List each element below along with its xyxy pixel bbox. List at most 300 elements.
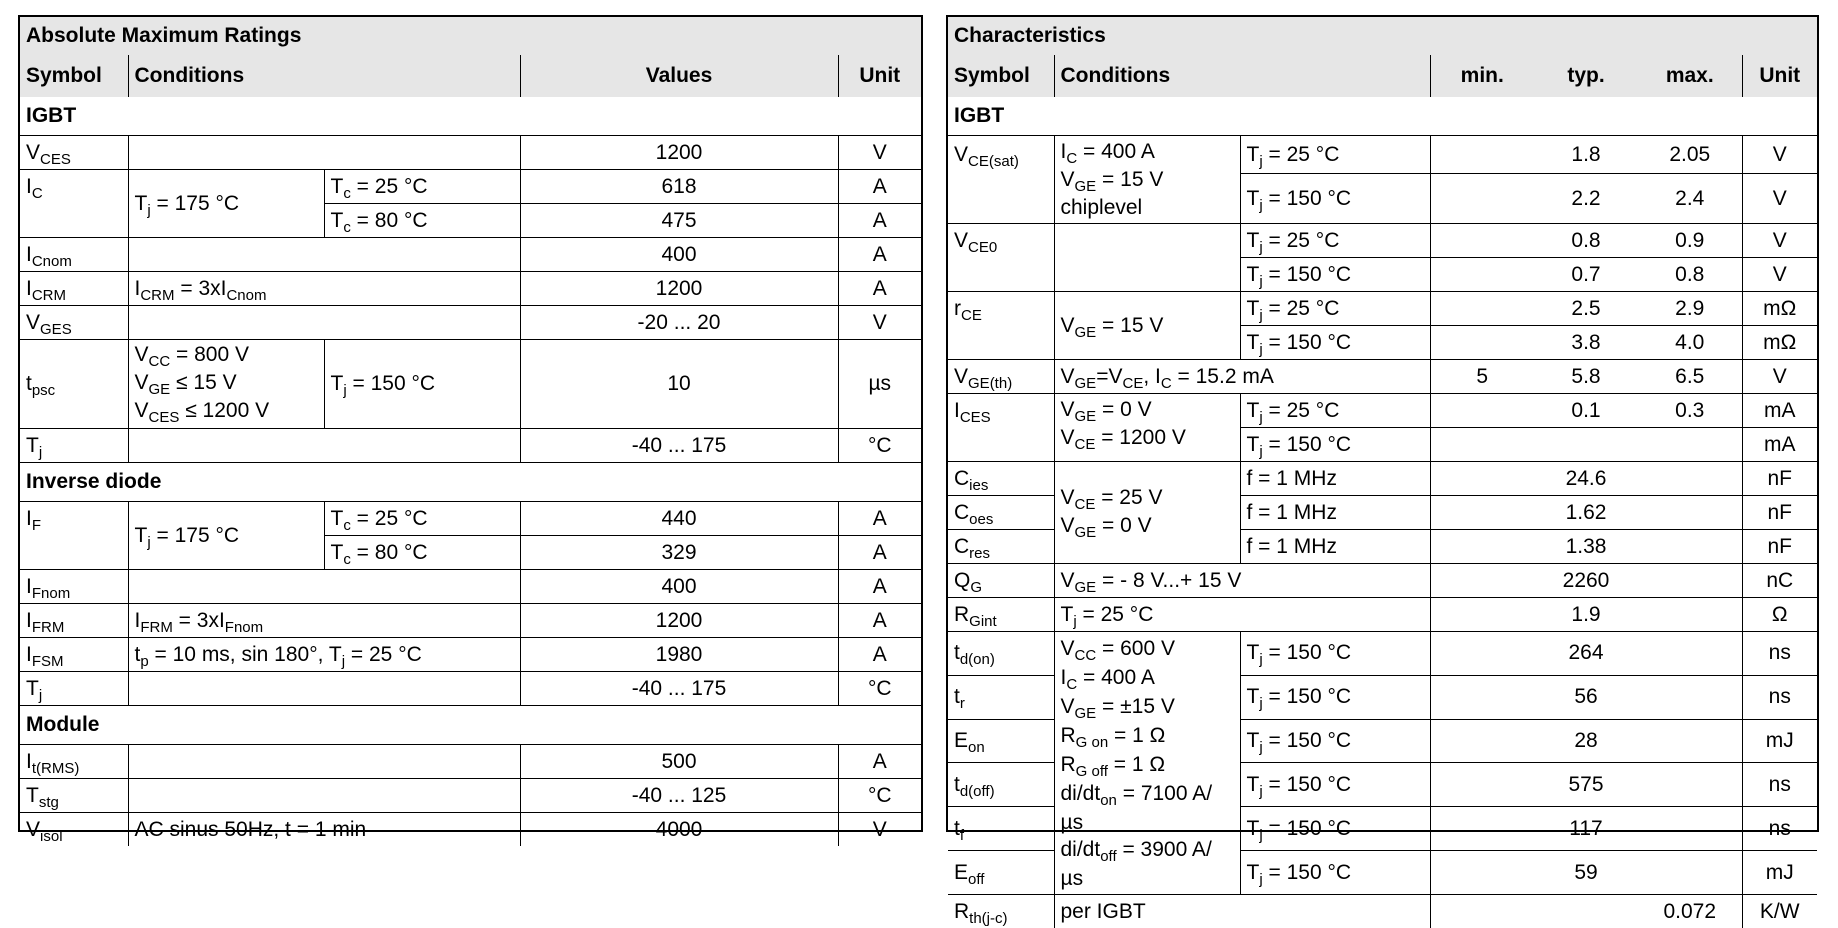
cell-text: I: [26, 277, 32, 300]
cell-text: R: [954, 603, 969, 626]
table-cell: [20, 306, 128, 340]
table-cell: [1054, 462, 1240, 564]
table-cell: [948, 136, 1054, 174]
table-cell: -40 ... 125: [520, 779, 838, 813]
table-cell: [1638, 851, 1742, 895]
cell-line: [135, 370, 318, 398]
subscript-text: j: [147, 202, 150, 219]
cell-text: T: [1247, 729, 1260, 752]
table-cell: 0.7: [1534, 258, 1638, 292]
cell-text: = 400 A: [1077, 666, 1155, 689]
cell-text: t: [954, 773, 960, 796]
table-cell: [948, 326, 1054, 360]
table-cell: [324, 204, 520, 238]
cell-text: = 800 V: [170, 343, 249, 366]
table-cell: [948, 174, 1054, 224]
subscript-text: j: [147, 534, 150, 551]
table-cell: 1200: [520, 604, 838, 638]
cell-line: [1061, 513, 1234, 541]
cell-text: = 175 °C: [151, 192, 239, 215]
table-cell: 575: [1534, 763, 1638, 807]
subscript-text: CE: [961, 307, 982, 324]
table-cell: 475: [520, 204, 838, 238]
table-cell: [20, 136, 128, 170]
subscript-text: j: [342, 653, 345, 670]
table-cell: °C: [838, 672, 921, 706]
table-cell: [1430, 462, 1534, 496]
table-cell: [20, 238, 128, 272]
table-cell: [20, 429, 128, 463]
table-cell: V: [838, 136, 921, 170]
subscript-text: GE: [1075, 178, 1097, 195]
table-cell: -40 ... 175: [520, 672, 838, 706]
cell-text: T: [1247, 331, 1260, 354]
table-cell: [1430, 258, 1534, 292]
table-row: [20, 170, 921, 204]
cell-text: di/dt: [1061, 838, 1101, 861]
table-cell: [1240, 174, 1430, 224]
table-cell: [948, 428, 1054, 462]
table-cell: °C: [838, 779, 921, 813]
subscript-text: th(j-c): [969, 910, 1007, 927]
cell-text: T: [26, 434, 39, 457]
cell-text: = 3xI: [173, 609, 225, 632]
subscript-text: CE: [1122, 375, 1143, 392]
subscript-text: j: [1259, 871, 1262, 888]
table-cell: 0.3: [1638, 394, 1742, 428]
table-cell: [1430, 326, 1534, 360]
subscript-text: t(RMS): [32, 760, 80, 777]
subscript-text: j: [39, 444, 42, 461]
table-cell: [1430, 675, 1534, 719]
table-cell: [1638, 564, 1742, 598]
table-cell: [1240, 807, 1430, 851]
cell-text: V: [26, 141, 40, 164]
subscript-text: j: [1259, 827, 1262, 844]
cell-line: [1061, 664, 1234, 693]
subscript-text: p: [140, 653, 148, 670]
table-cell: 117: [1534, 807, 1638, 851]
cell-text: = 150 °C: [1263, 263, 1351, 286]
cell-text: T: [1247, 263, 1260, 286]
cell-text: C: [954, 467, 969, 490]
subscript-text: off: [1100, 848, 1116, 865]
table-row: [20, 502, 921, 536]
subscript-text: CES: [960, 409, 991, 426]
table-cell: [948, 292, 1054, 326]
subscript-text: j: [1259, 651, 1262, 668]
subscript-text: Fnom: [32, 585, 70, 602]
subscript-text: c: [343, 219, 351, 236]
table-cell: 2.2: [1534, 174, 1638, 224]
table-cell: nC: [1742, 564, 1817, 598]
cell-text: T: [331, 209, 344, 232]
table-cell: [1240, 428, 1430, 462]
table-cell: A: [838, 604, 921, 638]
table-cell: f = 1 MHz: [1240, 530, 1430, 564]
table-cell: V: [1742, 174, 1817, 224]
subscript-text: CC: [149, 353, 171, 370]
cell-text: = 25 °C: [1263, 229, 1340, 252]
cell-text: I: [26, 609, 32, 632]
header-unit: Unit: [838, 55, 921, 97]
subscript-text: j: [1259, 273, 1262, 290]
table-cell: °C: [838, 429, 921, 463]
table-cell: [1638, 675, 1742, 719]
table-cell: 0.072: [1638, 895, 1742, 928]
table-cell: [20, 779, 128, 813]
table-cell: 618: [520, 170, 838, 204]
subscript-text: GE: [1075, 524, 1097, 541]
table-cell: [1054, 360, 1430, 394]
table-cell: [1054, 136, 1240, 224]
table-cell: [20, 672, 128, 706]
cell-text: I: [26, 643, 32, 666]
subscript-text: j: [1259, 409, 1262, 426]
subscript-text: F: [32, 517, 41, 534]
table-cell: [1240, 675, 1430, 719]
section-module: Module: [20, 706, 921, 745]
table-cell: [20, 536, 128, 570]
cell-text: I: [135, 277, 141, 300]
table-cell: [324, 536, 520, 570]
cell-text: = 600 V: [1096, 637, 1175, 660]
cell-text: = 150 °C: [347, 372, 435, 395]
cell-text: T: [331, 372, 344, 395]
table-cell: nF: [1742, 462, 1817, 496]
cell-text: V: [26, 311, 40, 334]
table-cell: A: [838, 745, 921, 779]
table-cell: [128, 672, 520, 706]
table-cell: 1980: [520, 638, 838, 672]
table-cell: [1240, 224, 1430, 258]
cell-text: V: [1061, 168, 1075, 191]
cell-text: R: [1061, 724, 1076, 747]
table-cell: 1.62: [1534, 496, 1638, 530]
table-cell: [1054, 564, 1430, 598]
cell-text: = 1200 V: [1095, 426, 1186, 449]
header-max: max.: [1638, 55, 1742, 97]
table-cell: -20 ... 20: [520, 306, 838, 340]
table-cell: [128, 170, 324, 238]
cell-text: V: [1061, 398, 1075, 421]
cell-line: [1061, 693, 1234, 722]
cell-text: T: [1247, 433, 1260, 456]
subscript-text: r: [960, 695, 965, 712]
table-row: [948, 598, 1817, 632]
subscript-text: GE: [1075, 375, 1097, 392]
cell-text: V: [954, 365, 968, 388]
table-cell: V: [1742, 136, 1817, 174]
table-row: [20, 813, 921, 847]
cell-text: = 150 °C: [1263, 331, 1351, 354]
cell-text: I: [954, 399, 960, 422]
cell-text: T: [1247, 399, 1260, 422]
table-cell: [1638, 807, 1742, 851]
cell-text: T: [1247, 143, 1260, 166]
table-cell: [1430, 851, 1534, 895]
table-cell: [1430, 564, 1534, 598]
table-cell: [1638, 763, 1742, 807]
cell-text: , I: [1143, 365, 1161, 388]
table-cell: [948, 598, 1054, 632]
table-cell: ns: [1742, 763, 1817, 807]
table-cell: [1638, 632, 1742, 676]
table-cell: [324, 502, 520, 536]
table-cell: [1430, 807, 1534, 851]
cell-line: [135, 398, 318, 426]
table-cell: [1430, 895, 1534, 928]
table-cell: A: [838, 170, 921, 204]
section-igbt: IGBT: [948, 97, 1817, 136]
table-cell: 5: [1430, 360, 1534, 394]
table-cell: [1638, 428, 1742, 462]
table-cell: [1430, 428, 1534, 462]
table-cell: [948, 224, 1054, 258]
table-cell: [948, 564, 1054, 598]
table-cell: [128, 779, 520, 813]
table-cell: 24.6: [1534, 462, 1638, 496]
subscript-text: ies: [969, 477, 988, 494]
cell-text: =V: [1096, 365, 1122, 388]
table-cell: 0.8: [1638, 258, 1742, 292]
section-igbt: IGBT: [20, 97, 921, 136]
cell-text: = 3xI: [175, 277, 227, 300]
header-conditions: Conditions: [1054, 55, 1430, 97]
subscript-text: res: [969, 545, 990, 562]
table-cell: [1240, 292, 1430, 326]
cell-text: = 7100 A/µs: [1061, 782, 1213, 834]
table-cell: ns: [1742, 675, 1817, 719]
cell-text: T: [1247, 773, 1260, 796]
table-cell: nF: [1742, 496, 1817, 530]
cell-line: [1061, 722, 1234, 751]
subscript-text: GE: [1075, 705, 1097, 722]
cell-text: T: [26, 784, 39, 807]
table-cell: ns: [1742, 632, 1817, 676]
table-cell: 0.8: [1534, 224, 1638, 258]
cell-text: T: [1247, 187, 1260, 210]
subscript-text: j: [1259, 307, 1262, 324]
subscript-text: f: [960, 827, 964, 844]
cell-text: ≤ 15 V: [170, 371, 236, 394]
cell-text: T: [1247, 229, 1260, 252]
table-cell: [128, 604, 520, 638]
table-cell: 264: [1534, 632, 1638, 676]
table-cell: 400: [520, 570, 838, 604]
table-cell: 2.5: [1534, 292, 1638, 326]
table-row: [948, 462, 1817, 496]
cell-text: V: [1061, 314, 1075, 337]
cell-text: V: [954, 229, 968, 252]
table-cell: [1638, 598, 1742, 632]
table-cell: [1430, 598, 1534, 632]
table-cell: [1430, 530, 1534, 564]
subscript-text: j: [1259, 695, 1262, 712]
cell-text: V: [954, 143, 968, 166]
cell-text: V: [1061, 514, 1075, 537]
subscript-text: CE: [1075, 436, 1096, 453]
table-row: [20, 238, 921, 272]
table-cell: 500: [520, 745, 838, 779]
cell-line: [1061, 397, 1234, 425]
table-cell: [20, 204, 128, 238]
subscript-text: oes: [969, 511, 993, 528]
characteristics-table: [946, 15, 1819, 832]
subscript-text: d(off): [960, 783, 995, 800]
cell-text: = ±15 V: [1096, 695, 1175, 718]
table-row: [948, 394, 1817, 428]
cell-text: = 25 °C: [1263, 297, 1340, 320]
cell-line: [1061, 167, 1234, 195]
subscript-text: on: [968, 739, 985, 756]
cell-text: I: [1061, 140, 1067, 163]
subscript-text: psc: [32, 382, 55, 399]
subscript-text: C: [1066, 676, 1077, 693]
table-cell: [128, 429, 520, 463]
cell-text: T: [1247, 817, 1260, 840]
table-cell: A: [838, 272, 921, 306]
table-cell: [128, 272, 520, 306]
cell-text: = 15.2 mA: [1172, 365, 1274, 388]
cell-text: = 0 V: [1096, 514, 1151, 537]
cell-text: R: [954, 900, 969, 923]
table-cell: 59: [1534, 851, 1638, 895]
cell-text: C: [954, 535, 969, 558]
cell-text: V: [1061, 695, 1075, 718]
table-row: [20, 306, 921, 340]
table-cell: 1.9: [1534, 598, 1638, 632]
table-row: [948, 224, 1817, 258]
cell-text: = 150 °C: [1263, 773, 1351, 796]
cell-text: I: [1061, 666, 1067, 689]
table-row: [948, 360, 1817, 394]
cell-line: [1061, 485, 1234, 513]
table-cell: [1054, 598, 1430, 632]
cell-text: V: [1061, 486, 1075, 509]
table-cell: V: [1742, 258, 1817, 292]
table-cell: f = 1 MHz: [1240, 462, 1430, 496]
cell-text: T: [1061, 603, 1074, 626]
cell-text: V: [135, 371, 149, 394]
cell-text: t: [26, 372, 32, 395]
subscript-text: CC: [1075, 647, 1097, 664]
cell-text: = 15 V: [1096, 314, 1163, 337]
table-cell: 1.38: [1534, 530, 1638, 564]
table-cell: [324, 340, 520, 429]
table-row: [20, 429, 921, 463]
subscript-text: CRM: [32, 287, 66, 304]
cell-text: T: [1247, 641, 1260, 664]
cell-text: = 25 °C: [1263, 399, 1340, 422]
cell-text: = 150 °C: [1263, 433, 1351, 456]
header-typ: typ.: [1534, 55, 1638, 97]
cell-text: = 150 °C: [1263, 861, 1351, 884]
table-cell: [20, 638, 128, 672]
cell-text: = 80 °C: [351, 541, 428, 564]
table-cell: [948, 394, 1054, 428]
cell-text: Q: [954, 569, 970, 592]
table-cell: V: [838, 306, 921, 340]
cell-text: T: [331, 175, 344, 198]
table-cell: 4.0: [1638, 326, 1742, 360]
subscript-text: j: [1073, 613, 1076, 630]
header-min: min.: [1430, 55, 1534, 97]
table-cell: A: [838, 536, 921, 570]
table-title: Characteristics: [948, 17, 1817, 55]
cell-text: V: [1061, 365, 1075, 388]
table-cell: 440: [520, 502, 838, 536]
subscript-text: GE: [149, 381, 171, 398]
table-cell: K/W: [1742, 895, 1817, 928]
table-cell: [1430, 632, 1534, 676]
cell-text: T: [1247, 685, 1260, 708]
cell-line: [1061, 836, 1234, 892]
subscript-text: G on: [1076, 734, 1109, 751]
table-cell: [1054, 632, 1240, 895]
table-cell: [1240, 394, 1430, 428]
table-cell: [20, 813, 128, 847]
subscript-text: GE: [1075, 324, 1097, 341]
table-cell: 1200: [520, 136, 838, 170]
table-cell: [20, 272, 128, 306]
table-cell: [128, 502, 324, 570]
table-row: [20, 745, 921, 779]
table-cell: 6.5: [1638, 360, 1742, 394]
table-cell: [1054, 224, 1240, 292]
cell-text: = 25 °C: [345, 643, 422, 666]
cell-text: = 25 V: [1095, 486, 1162, 509]
cell-text: = 150 °C: [1263, 685, 1351, 708]
subscript-text: j: [1259, 783, 1262, 800]
cell-text: = 3900 A/µs: [1061, 838, 1212, 890]
table-cell: [1430, 224, 1534, 258]
table-cell: [1430, 394, 1534, 428]
cell-text: V: [135, 399, 149, 422]
cell-text: r: [954, 297, 961, 320]
table-cell: [128, 238, 520, 272]
table-cell: [20, 502, 128, 536]
subscript-text: isol: [40, 828, 63, 845]
cell-line: [1061, 425, 1234, 453]
cell-text: = 25 °C: [351, 175, 428, 198]
cell-text: T: [26, 677, 39, 700]
cell-text: t: [954, 817, 960, 840]
subscript-text: j: [39, 687, 42, 704]
cell-text: = - 8 V...+ 15 V: [1096, 569, 1241, 592]
table-row: [948, 632, 1817, 676]
table-cell: 2.4: [1638, 174, 1742, 224]
table-row: [20, 272, 921, 306]
subscript-text: CRM: [140, 287, 174, 304]
subscript-text: FRM: [32, 619, 65, 636]
subscript-text: CE: [1075, 496, 1096, 513]
subscript-text: d(on): [960, 651, 995, 668]
table-cell: 2.05: [1638, 136, 1742, 174]
cell-text: = 150 °C: [1263, 817, 1351, 840]
table-cell: [948, 360, 1054, 394]
absolute-maximum-ratings-table: [18, 15, 923, 832]
table-cell: [128, 136, 520, 170]
table-cell: [1430, 719, 1534, 763]
table-cell: V: [1742, 224, 1817, 258]
table-cell: [1638, 719, 1742, 763]
table-row: [20, 779, 921, 813]
cell-text: = 1 Ω: [1108, 724, 1165, 747]
cell-text: di/dt: [1061, 782, 1101, 805]
subscript-text: Gint: [969, 613, 997, 630]
table-cell: [1638, 496, 1742, 530]
